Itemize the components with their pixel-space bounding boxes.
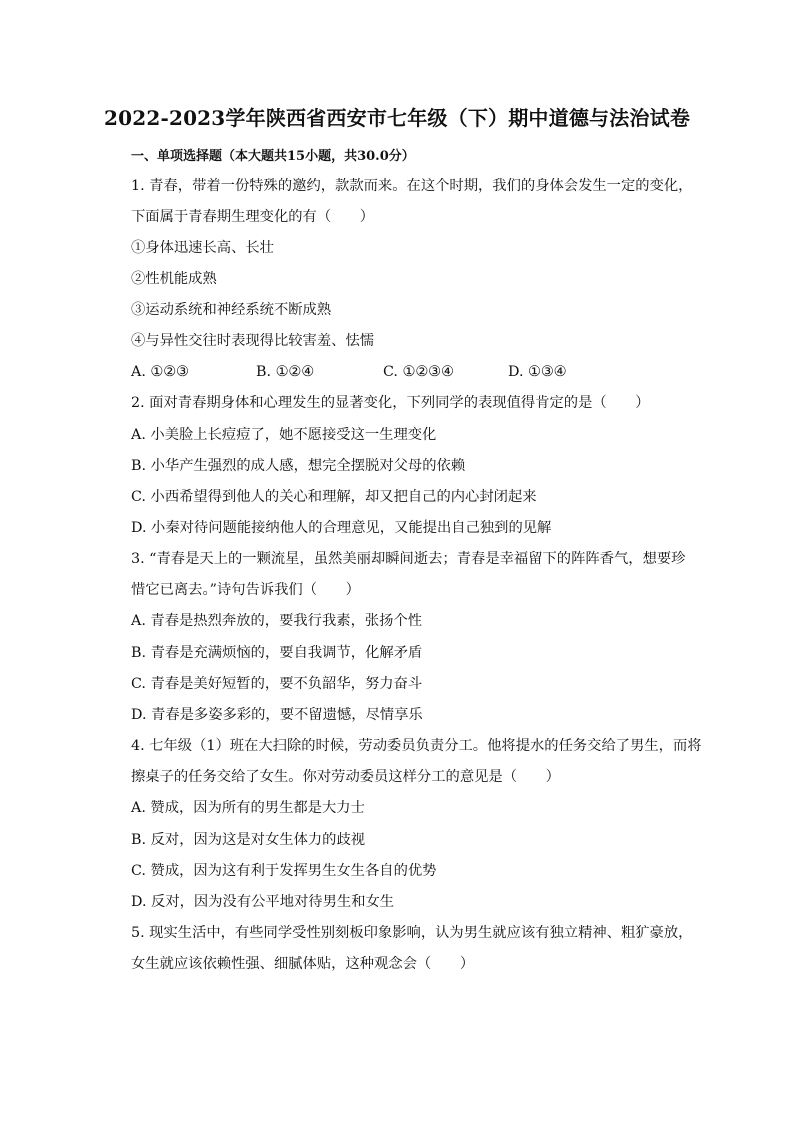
question-1-stem-line-2: 下面属于青春期生理变化的有（ ） <box>131 209 375 225</box>
question-1-item-2: ②性机能成熟 <box>131 271 217 287</box>
question-1-option-d: D. ①③④ <box>508 364 567 380</box>
page-title: 2022-2023学年陕西省西安市七年级（下）期中道德与法治试卷 <box>103 106 691 130</box>
question-4-stem-line-1: 4. 七年级（1）班在大扫除的时候，劳动委员负责分工。他将提水的任务交给了男生，而将 <box>131 738 702 754</box>
question-3-option-c: C. 青春是美好短暂的，要不负韶华，努力奋斗 <box>131 676 423 692</box>
question-4-option-c: C. 赞成，因为这有利于发挥男生女生各自的优势 <box>131 863 437 879</box>
question-3-option-d: D. 青春是多姿多彩的，要不留遗憾，尽情享乐 <box>131 707 423 723</box>
question-4-option-a: A. 赞成，因为所有的男生都是大力士 <box>131 800 365 816</box>
question-3-stem-line-1: 3. “青春是天上的一颗流星，虽然美丽却瞬间逝去；青春是幸福留下的阵阵香气，想要珍 <box>131 551 686 567</box>
question-1-item-4: ④与异性交往时表现得比较害羞、怯懦 <box>131 333 375 349</box>
question-2-stem-line-1: 2. 面对青春期身体和心理发生的显著变化，下列同学的表现值得肯定的是（ ） <box>131 395 650 411</box>
question-1-option-a: A. ①②③ <box>131 364 189 380</box>
question-3-option-a: A. 青春是热烈奔放的，要我行我素，张扬个性 <box>131 613 423 629</box>
question-1-stem-line-1: 1. 青春，带着一份特殊的邀约，款款而来。在这个时期，我们的身体会发生一定的变化， <box>131 178 693 194</box>
question-5-stem-line-2: 女生就应该依赖性强、细腻体贴，这种观念会（ ） <box>131 956 475 972</box>
question-5-stem-line-1: 5. 现实生活中，有些同学受性别刻板印象影响，认为男生就应该有独立精神、粗犷豪放， <box>131 925 693 941</box>
question-2-option-b: B. 小华产生强烈的成人感，想完全摆脱对父母的依赖 <box>131 458 466 474</box>
question-2-option-c: C. 小西希望得到他人的关心和理解，却又把自己的内心封闭起来 <box>131 489 537 505</box>
question-3-option-b: B. 青春是充满烦恼的，要自我调节，化解矛盾 <box>131 645 423 661</box>
question-4-stem-line-2: 擦桌子的任务交给了女生。你对劳动委员这样分工的意见是（ ） <box>131 769 560 785</box>
question-4-option-b: B. 反对，因为这是对女生体力的歧视 <box>131 832 366 848</box>
question-4-option-d: D. 反对，因为没有公平地对待男生和女生 <box>131 894 395 910</box>
question-1-item-1: ①身体迅速长高、长壮 <box>131 240 274 256</box>
question-2-option-d: D. 小秦对待问题能接纳他人的合理意见，又能提出自己独到的见解 <box>131 520 552 536</box>
question-2-option-a: A. 小美脸上长痘痘了，她不愿接受这一生理变化 <box>131 427 437 443</box>
section-heading: 一、单项选择题（本大题共15小题，共30.0分） <box>131 149 415 164</box>
question-1-item-3: ③运动系统和神经系统不断成熟 <box>131 302 332 318</box>
question-1-option-b: B. ①②④ <box>256 364 315 380</box>
question-1-option-c: C. ①②③④ <box>383 364 454 380</box>
question-3-stem-line-2: 惜它已离去。”诗句告诉我们（ ） <box>131 582 360 598</box>
